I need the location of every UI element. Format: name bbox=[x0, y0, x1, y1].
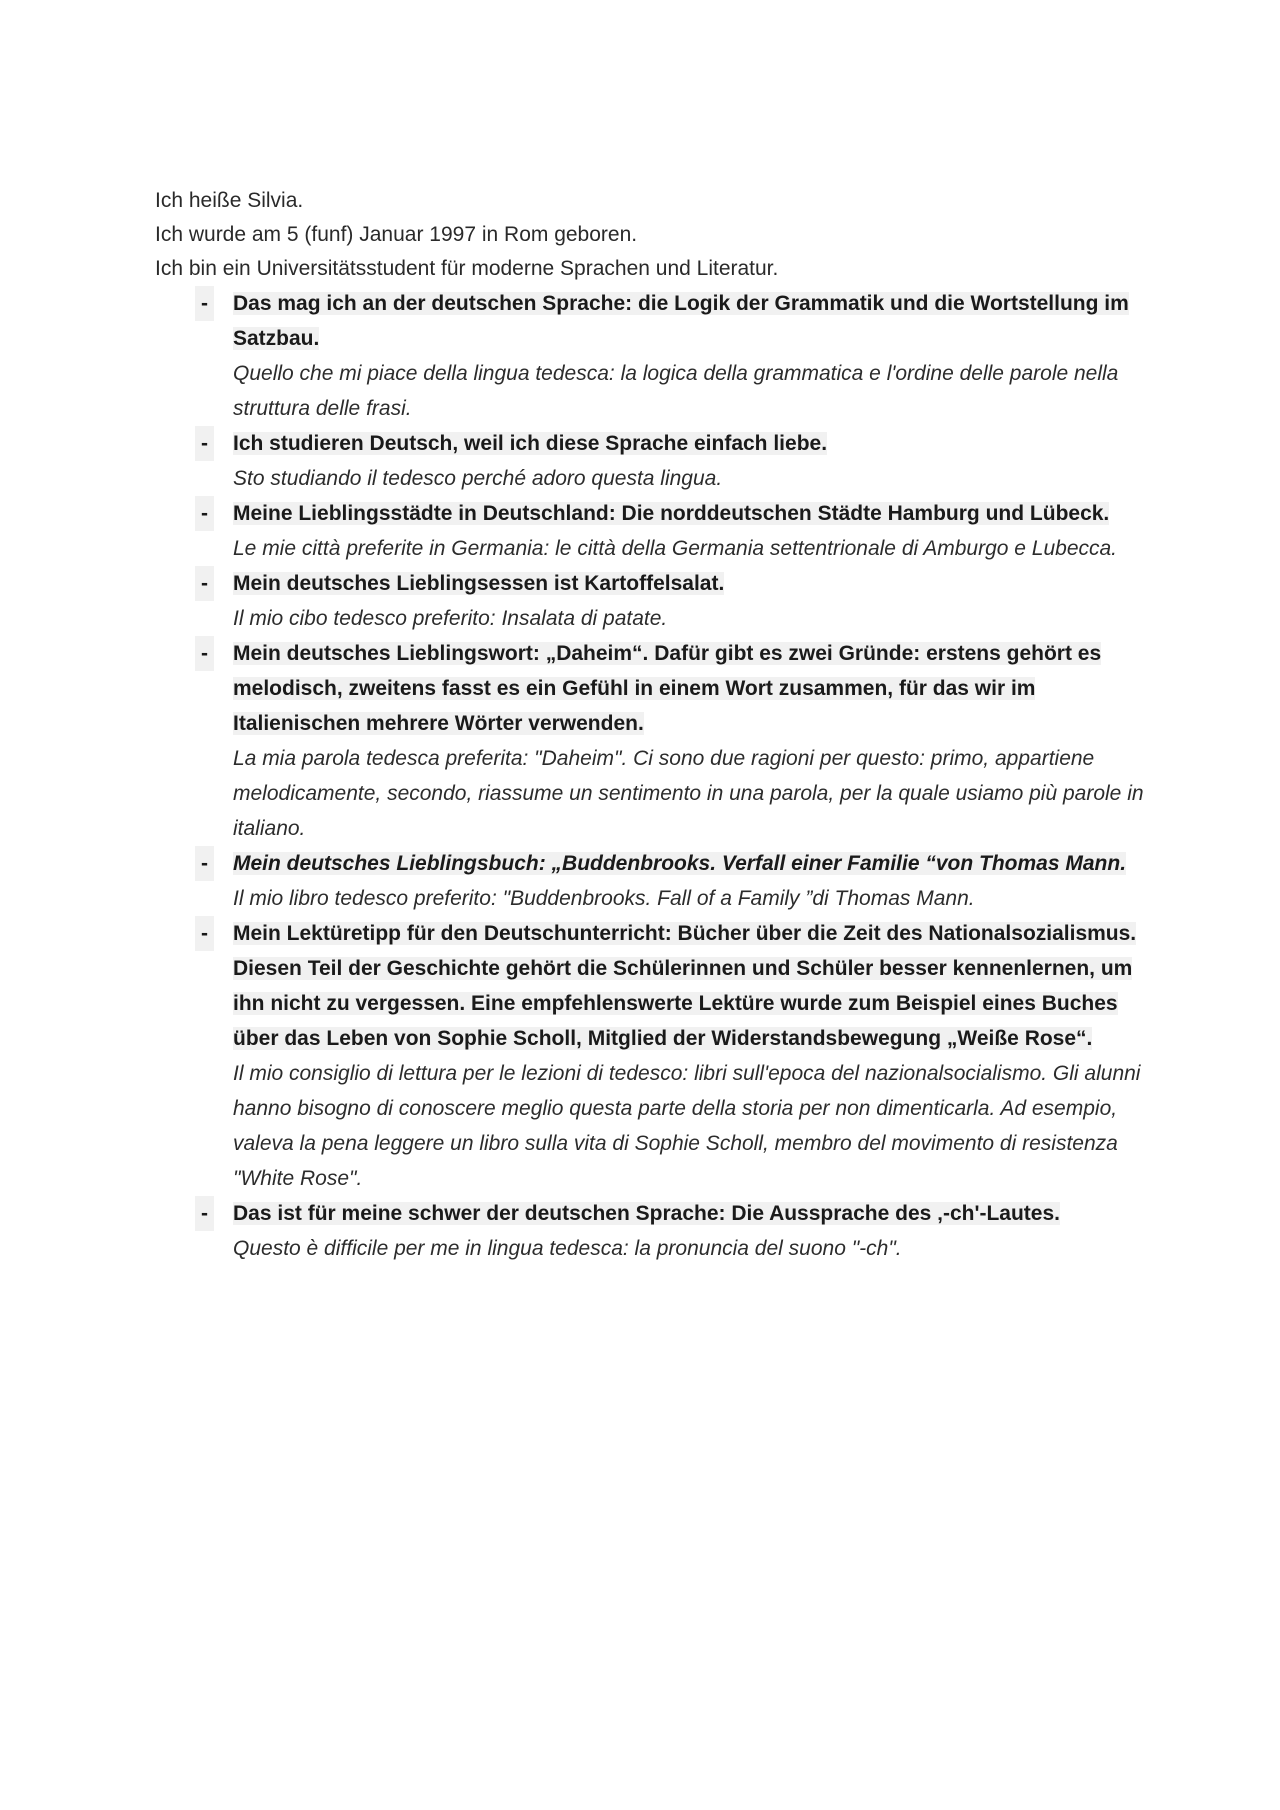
bullet-list bbox=[155, 286, 1165, 1266]
german-statement: Mein Lektüretipp für den Deutschunterricht: Bücher über die Zeit des Nationalsozialismus. Diesen Teil der Geschichte gehört die Schülerinnen und Schüler besser kennenlernen, um ihn nicht zu vergessen. Eine empfehlenswerte Lektüre wurde zum Beispiel eines Buches über das Leben von Sophie Scholl, Mitglied der Widerstandsbewegung „Weiße Rose“. bbox=[233, 922, 1137, 1050]
list-item bbox=[155, 846, 1165, 916]
list-item bbox=[155, 496, 1165, 566]
bullet-dash: - bbox=[195, 426, 214, 461]
bullet-dash: - bbox=[195, 916, 214, 951]
italian-translation: Quello che mi piace della lingua tedesca: la logica della grammatica e l'ordine delle parole nella struttura delle frasi. bbox=[233, 362, 1119, 420]
intro-birth: Ich wurde am 5 (funf) Januar 1997 in Rom geboren. bbox=[155, 223, 638, 246]
bullet-dash: - bbox=[195, 286, 214, 321]
bullet-dash: - bbox=[195, 566, 214, 601]
bullet-dash: - bbox=[195, 496, 214, 531]
italian-translation: Sto studiando il tedesco perché adoro questa lingua. bbox=[233, 467, 723, 490]
list-item bbox=[155, 916, 1165, 1196]
list-item bbox=[155, 636, 1165, 846]
german-statement: Das mag ich an der deutschen Sprache: die Logik der Grammatik und die Wortstellung im Satzbau. bbox=[233, 292, 1129, 350]
list-item bbox=[155, 286, 1165, 426]
german-statement: Mein deutsches Lieblingsessen ist Kartoffelsalat. bbox=[233, 572, 725, 595]
german-statement: Mein deutsches Lieblingsbuch: „Buddenbrooks. Verfall einer Familie “von Thomas Mann. bbox=[233, 852, 1127, 875]
bullet-dash: - bbox=[195, 1196, 214, 1231]
bullet-dash: - bbox=[195, 636, 214, 671]
list-item bbox=[155, 1196, 1165, 1266]
italian-translation: Le mie città preferite in Germania: le città della Germania settentrionale di Amburgo e Lubecca. bbox=[233, 537, 1118, 560]
german-statement: Ich studieren Deutsch, weil ich diese Sprache einfach liebe. bbox=[233, 432, 828, 455]
list-item bbox=[155, 426, 1165, 496]
german-statement: Das ist für meine schwer der deutschen Sprache: Die Aussprache des ‚-ch'-Lautes. bbox=[233, 1202, 1060, 1225]
intro-block bbox=[155, 184, 1155, 286]
german-statement: Meine Lieblingsstädte in Deutschland: Die norddeutschen Städte Hamburg und Lübeck. bbox=[233, 502, 1110, 525]
italian-translation: La mia parola tedesca preferita: "Daheim". Ci sono due ragioni per questo: primo, appartiene melodicamente, secondo, riassume un sentimento in una parola, per la quale usiamo più parole in italiano. bbox=[233, 747, 1144, 840]
italian-translation: Questo è difficile per me in lingua tedesca: la pronuncia del suono "-ch". bbox=[233, 1237, 902, 1260]
intro-study: Ich bin ein Universitätsstudent für moderne Sprachen und Literatur. bbox=[155, 257, 779, 280]
list-item bbox=[155, 566, 1165, 636]
italian-translation: Il mio cibo tedesco preferito: Insalata di patate. bbox=[233, 607, 668, 630]
bullet-dash: - bbox=[195, 846, 214, 881]
italian-translation: Il mio consiglio di lettura per le lezioni di tedesco: libri sull'epoca del nazionalsocialismo. Gli alunni hanno bisogno di conoscere meglio questa parte della storia per non dimenticarla. Ad esempio, valeva la pena leggere un libro sulla vita di Sophie Scholl, membro del movimento di resistenza "White Rose". bbox=[233, 1062, 1141, 1190]
intro-name: Ich heiße Silvia. bbox=[155, 189, 304, 212]
german-statement: Mein deutsches Lieblingswort: „Daheim“. Dafür gibt es zwei Gründe: erstens gehört es melodisch, zweitens fasst es ein Gefühl in einem Wort zusammen, für das wir im Italienischen mehrere Wörter verwenden. bbox=[233, 642, 1102, 735]
italian-translation: Il mio libro tedesco preferito: "Buddenbrooks. Fall of a Family ”di Thomas Mann. bbox=[233, 887, 975, 910]
